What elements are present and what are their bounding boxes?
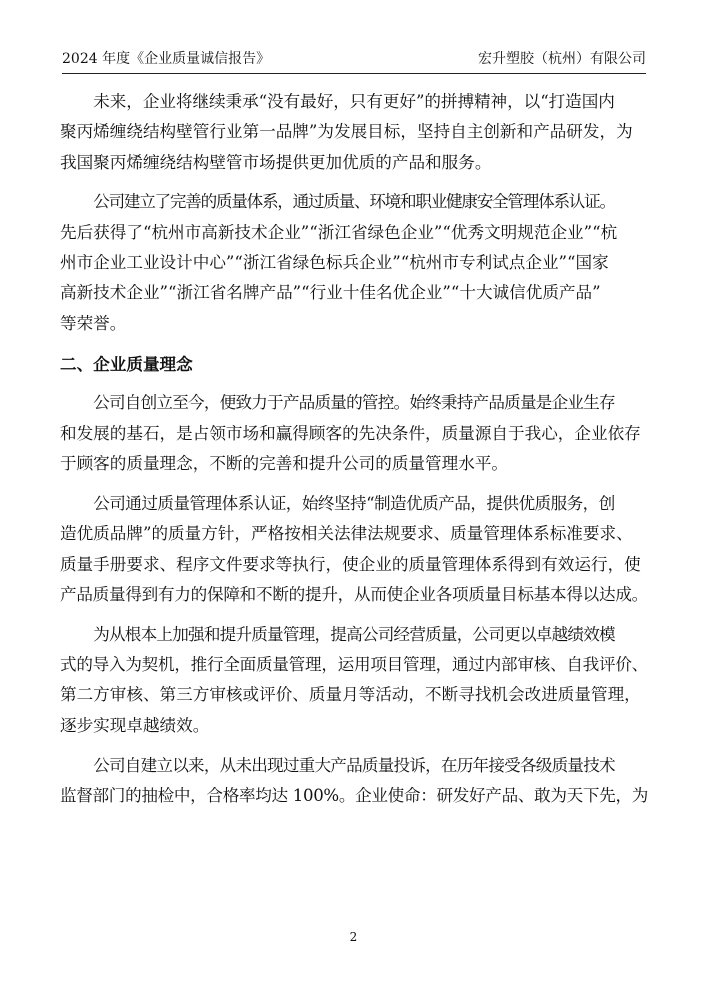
paragraph-line: 质量手册要求、程序文件要求等执行，使企业的质量管理体系得到有效运行，使 <box>60 554 641 574</box>
paragraph-future-goals <box>60 87 648 178</box>
paragraph-line: 先后获得了“杭州市高新技术企业”“浙江省绿色企业”“优秀文明规范企业”“杭 <box>60 222 618 242</box>
paragraph-line: 公司自建立以来，从未出现过重大产品质量投诉，在历年接受各级质量技术 <box>93 755 615 775</box>
paragraph-line: 未来，企业将继续秉承“没有最好，只有更好”的拼搏精神，以“打造国内 <box>93 92 615 111</box>
paragraph-excellence-model <box>60 620 648 741</box>
paragraph-line: 产品质量得到有力的保障和不断的提升，从而使企业各项质量目标基本得以达成。 <box>60 584 649 604</box>
page-number: 2 <box>349 930 358 944</box>
paragraph-line: 造优质品牌”的质量方针，严格按相关法律法规要求、质量管理体系标准要求、 <box>60 524 633 544</box>
header-divider <box>62 73 646 74</box>
paragraph-line: 州市企业工业设计中心”“浙江省绿色标兵企业”“杭州市专利试点企业”“国家 <box>60 253 609 273</box>
document-body <box>60 87 648 821</box>
paragraph-line: 为从根本上加强和提升质量管理，提高公司经营质量，公司更以卓越绩效模 <box>93 624 615 644</box>
paragraph-line: 公司建立了完善的质量体系，通过质量、环境和职业健康安全管理体系认证。 <box>93 192 615 212</box>
paragraph-quality-philosophy <box>60 388 648 479</box>
paragraph-line: 聚丙烯缠绕结构壁管行业第一品牌”为发展目标，坚持自主创新和产品研发，为 <box>60 122 633 142</box>
paragraph-line: 公司自创立至今，便致力于产品质量的管控。始终秉持产品质量是企业生存 <box>93 393 615 413</box>
paragraph-line: 第二方审核、第三方审核或评价、质量月等活动，不断寻找机会改进质量管理， <box>60 685 641 705</box>
paragraph-line: 监督部门的抽检中，合格率均达 100%。企业使命：研发好产品、敢为天下先，为 <box>60 785 648 805</box>
paragraph-line: 逐步实现卓越绩效。 <box>60 715 210 735</box>
paragraph-line: 公司通过质量管理体系认证，始终坚持“制造优质产品，提供优质服务，创 <box>93 493 615 513</box>
page-header <box>62 50 646 70</box>
paragraph-inspection-record <box>60 751 648 812</box>
paragraph-honors <box>60 187 648 338</box>
paragraph-line: 于顾客的质量理念，不断的完善和提升公司的质量管理水平。 <box>60 454 509 474</box>
paragraph-line: 和发展的基石，是占领市场和赢得顾客的先决条件，质量源自于我心，企业依存 <box>60 423 641 443</box>
paragraph-quality-policy <box>60 489 648 610</box>
header-report-title: 2024 年度《企业质量诚信报告》 <box>62 51 271 67</box>
paragraph-line: 等荣誉。 <box>60 313 127 333</box>
section-heading: 二、企业质量理念 <box>60 353 193 374</box>
paragraph-line: 高新技术企业”“浙江省名牌产品”“行业十佳名优企业”“十大诚信优质产品” <box>60 283 601 303</box>
paragraph-line: 式的导入为契机，推行全面质量管理，运用项目管理，通过内部审核、自我评价、 <box>60 655 649 675</box>
header-company-name: 宏升塑胶（杭州）有限公司 <box>478 51 646 67</box>
paragraph-line: 我国聚丙烯缠绕结构壁管市场提供更加优质的产品和服务。 <box>60 152 492 172</box>
